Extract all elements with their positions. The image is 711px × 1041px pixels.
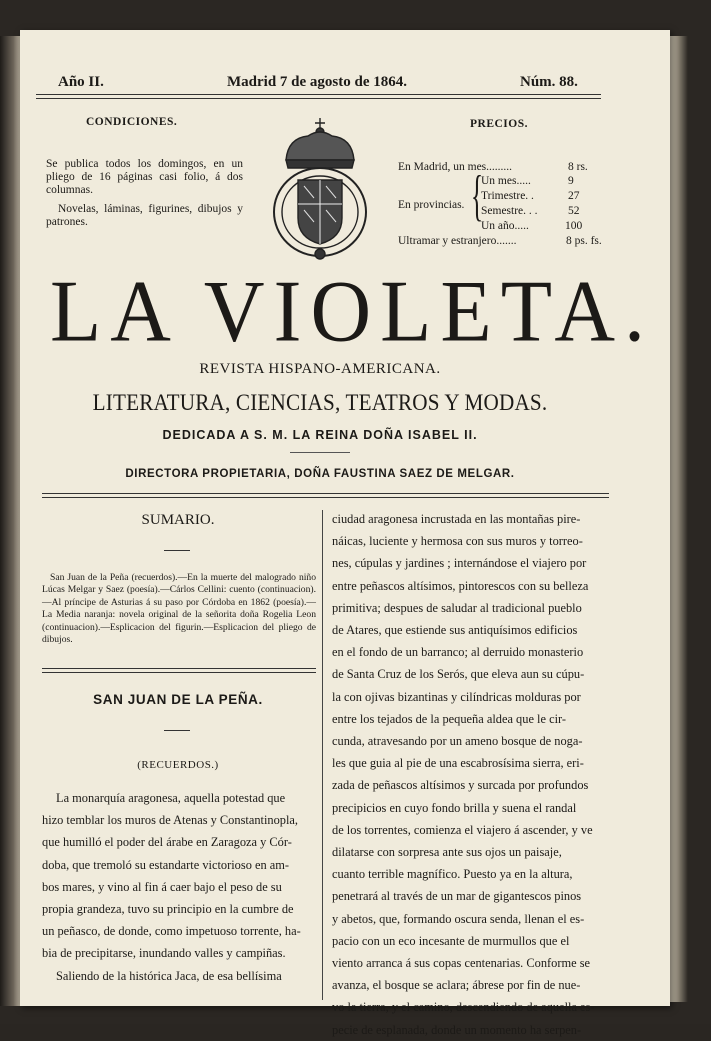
- page-edge: [668, 36, 688, 1002]
- text-line: que humilló el poder del árabe en Zaragoza y Cór-: [42, 835, 292, 850]
- text-line: primitiva; despues de saludar al tradicional pueblo: [332, 600, 582, 615]
- title-bottom-rule: [42, 493, 609, 498]
- director-line: DIRECTORA PROPIETARIA, DOÑA FAUSTINA SAEZ DE MELGAR.: [125, 468, 515, 480]
- province-row-4-value: 100: [565, 220, 583, 232]
- text-line: pacio con un eco incesante de murmullos que el: [332, 933, 570, 948]
- dedication-rule: [290, 452, 350, 453]
- province-row-4-label: Un año.....: [481, 220, 529, 232]
- date-label: Madrid 7 de agosto de 1864.: [227, 74, 407, 90]
- text-line: pecie de esplanada, donde un momento ha serpen-: [332, 1022, 582, 1037]
- text-line: y abetos, que, formando oscura senda, llenan el es-: [332, 911, 585, 926]
- prices-heading: PRECIOS.: [470, 118, 528, 130]
- text-line: cuanto terrible magnífico. Puesto ya en la altura,: [332, 867, 573, 882]
- text-line: les que guia al pie de una escabrosísima sierra, eri-: [332, 756, 584, 771]
- text-line: la con ojivas bizantinas y cilíndricas molduras por: [332, 689, 581, 704]
- text-line: bos mares, y vino al fin á caer bajo el peso de su: [42, 879, 282, 894]
- article-left-column: [42, 787, 318, 987]
- text-line: propia grandeza, tuvo su principio en la cumbre de: [42, 902, 294, 917]
- text-line: de Atares, que estiende sus antiquísimos edificios: [332, 623, 578, 638]
- dedication-line: DEDICADA A S. M. LA REINA DOÑA ISABEL II.: [162, 428, 478, 442]
- text-line: cunda, atravesando por un ameno bosque de noga-: [332, 734, 583, 749]
- text-line: La monarquía aragonesa, aquella potestad que: [56, 791, 286, 805]
- text-line: viento arranca á sus copas centenarias. Conforme se: [332, 956, 591, 971]
- text-line: bia de precipitarse, inundando valles y campiñas.: [42, 946, 286, 961]
- text-line: un peñasco, de donde, como impetuoso torrente, ha-: [42, 924, 301, 939]
- sumario-rule: [164, 550, 190, 551]
- madrid-price-label: En Madrid, un mes.........: [398, 161, 513, 173]
- header-rule: [36, 94, 601, 99]
- province-row-2-label: Trimestre. .: [481, 190, 534, 202]
- conditions-text-2: Novelas, láminas, figurines, dibujos y patrones.: [46, 203, 243, 228]
- text-line: vo la tierra, y el camino, descendiendo de aquella es-: [332, 1000, 595, 1015]
- text-line: precipicios en cuyo fondo brilla y suena el randal: [332, 800, 577, 815]
- abroad-price-label: Ultramar y estranjero.......: [398, 235, 517, 247]
- article-subtitle: (RECUERDOS.): [137, 759, 219, 771]
- sumario-bottom-rule: [42, 668, 316, 673]
- year-label: Año II.: [58, 74, 104, 90]
- text-line: en el fondo de un barranco; al derruido monasterio: [332, 645, 584, 660]
- province-row-2-value: 27: [568, 190, 580, 202]
- price-brace: {: [471, 165, 484, 227]
- subtitle-topics: LITERATURA, CIENCIAS, TEATROS Y MODAS.: [92, 390, 548, 415]
- article-right-column: [332, 508, 612, 1041]
- madrid-price-value: 8 rs.: [568, 161, 588, 173]
- text-line: de los torrentes, comienza el viajero á ascender, y ve: [332, 822, 593, 837]
- sumario-heading: SUMARIO.: [141, 512, 215, 528]
- sumario-text: San Juan de la Peña (recuerdos).—En la muerte del malogrado niño Lúcas Melgar y Saez (poesía).—Cárlos Cellini: cuento (continuacion).—Al príncipe de Asturias á su paso por Córdoba en 1862 (poesía).—La Media naranja: novela original de la señorita doña Rogelia Leon (continuacion).—Esplicacion del figurin.—Esplicacion del pliego de dibujos.: [42, 572, 316, 646]
- text-line: doba, que tremoló su estandarte victorioso en am-: [42, 857, 290, 872]
- conditions-heading: CONDICIONES.: [86, 116, 178, 128]
- conditions-text-1: Se publica todos los domingos, en un pliego de 16 páginas casi folio, á dos columnas.: [46, 158, 243, 196]
- text-line: entre los tejados de la pequeña aldea que le cir-: [332, 711, 567, 726]
- abroad-price-value: 8 ps. fs.: [566, 235, 602, 247]
- issue-number: Núm. 88.: [520, 74, 578, 90]
- text-line: de Santa Cruz de los Serós, que eleva aun su cúpu-: [332, 667, 585, 682]
- text-line: dilatarse con sorpresa ante sus ojos un paisaje,: [332, 845, 562, 860]
- book-spine: [0, 36, 22, 1006]
- province-row-1-value: 9: [568, 175, 574, 187]
- column-divider: [322, 510, 323, 1000]
- royal-crest-icon: [268, 114, 372, 266]
- text-line: zada de peñascos altísimos y surcada por profundos: [332, 778, 589, 793]
- text-line: ciudad aragonesa incrustada en las montañas pire-: [332, 512, 581, 526]
- province-row-3-value: 52: [568, 205, 580, 217]
- text-line: náicas, luciente y hermosa con sus muros y torreo-: [332, 534, 583, 549]
- text-line: avanza, el bosque se aclara; ábrese por fin de nue-: [332, 978, 581, 993]
- provinces-label: En provincias.: [398, 199, 465, 211]
- province-row-1-label: Un mes.....: [481, 175, 531, 187]
- text-line: penetrará al través de un mar de gigantescos pinos: [332, 889, 582, 904]
- article-title: SAN JUAN DE LA PEÑA.: [93, 692, 263, 707]
- newspaper-page: [20, 30, 670, 1037]
- article-title-rule: [164, 730, 190, 731]
- text-line: Saliendo de la histórica Jaca, de esa bellísima: [56, 968, 282, 983]
- subtitle-review: REVISTA HISPANO-AMERICANA.: [199, 361, 441, 377]
- text-line: nes, cúpulas y jardines ; internándose el viajero por: [332, 556, 587, 571]
- newspaper-title: LA VIOLETA.: [50, 262, 654, 361]
- province-row-3-label: Semestre. . .: [481, 205, 538, 217]
- text-line: entre peñascos altísimos, pintorescos con su belleza: [332, 578, 589, 593]
- text-line: hizo temblar los muros de Atenas y Constantinopla,: [42, 813, 299, 828]
